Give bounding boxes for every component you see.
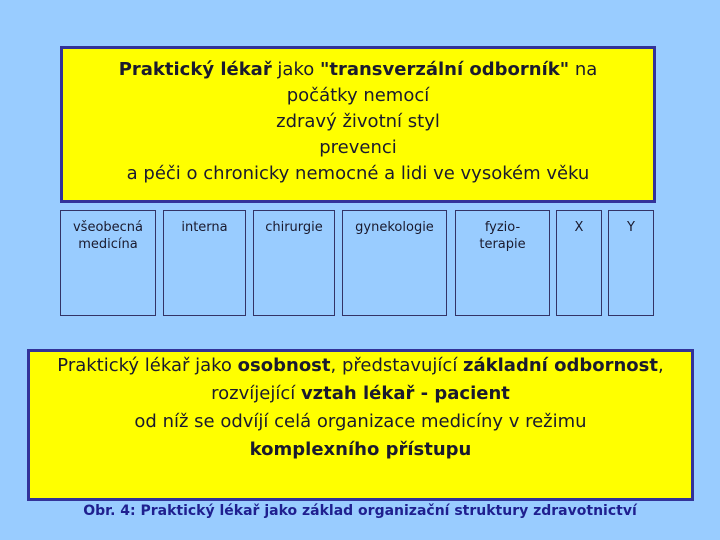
bottom-line-1-b: osobnost bbox=[237, 355, 331, 376]
bottom-line-3: od níž se odvíjí celá organizace medicíny v režimu bbox=[134, 411, 587, 432]
top-line-3: zdravý životní styl bbox=[276, 111, 440, 132]
top-line-2: počátky nemocí bbox=[286, 85, 430, 106]
bottom-line-1-a: Praktický lékař jako bbox=[57, 355, 238, 376]
top-line-5: a péči o chronicky nemocné a lidi ve vysokém věku bbox=[126, 163, 590, 184]
column-label: gynekologie bbox=[355, 220, 434, 235]
column-label: fyzio-terapie bbox=[479, 220, 526, 252]
bottom-line-2-a: rozvíjející bbox=[211, 383, 301, 404]
column-fyzioterapie bbox=[455, 210, 550, 316]
bottom-line-2 bbox=[30, 380, 691, 408]
column-label: všeobecná medicína bbox=[72, 220, 144, 252]
column-y bbox=[608, 210, 654, 316]
bottom-line-1 bbox=[30, 352, 691, 380]
top-line-1 bbox=[63, 57, 653, 83]
top-line-1-c: "transverzální odborník" bbox=[319, 59, 570, 80]
column-vseobecna-medicina bbox=[60, 210, 156, 316]
column-interna bbox=[163, 210, 246, 316]
column-label: X bbox=[574, 220, 584, 235]
bottom-line-4 bbox=[30, 436, 691, 464]
column-label: interna bbox=[181, 220, 228, 235]
top-line-4: prevenci bbox=[319, 137, 397, 158]
top-line-1-a: Praktický lékař bbox=[118, 59, 272, 80]
top-line-1-b: jako bbox=[271, 59, 320, 80]
column-label: Y bbox=[627, 220, 635, 235]
bottom-line-2-b: vztah lékař - pacient bbox=[300, 383, 510, 404]
bottom-line-1-c: , představující bbox=[330, 355, 464, 376]
column-label: chirurgie bbox=[265, 220, 323, 235]
column-gynekologie bbox=[342, 210, 447, 316]
top-box bbox=[60, 46, 656, 203]
column-x bbox=[556, 210, 602, 316]
figure-caption: Obr. 4: Praktický lékař jako základ organizační struktury zdravotnictví bbox=[83, 503, 637, 519]
bottom-box bbox=[27, 349, 694, 501]
bottom-line-1-e: , bbox=[657, 355, 664, 376]
top-line-1-d: na bbox=[569, 59, 598, 80]
column-chirurgie bbox=[253, 210, 335, 316]
bottom-line-4-bold: komplexního přístupu bbox=[249, 439, 472, 460]
bottom-line-1-d: základní odbornost bbox=[463, 355, 658, 376]
